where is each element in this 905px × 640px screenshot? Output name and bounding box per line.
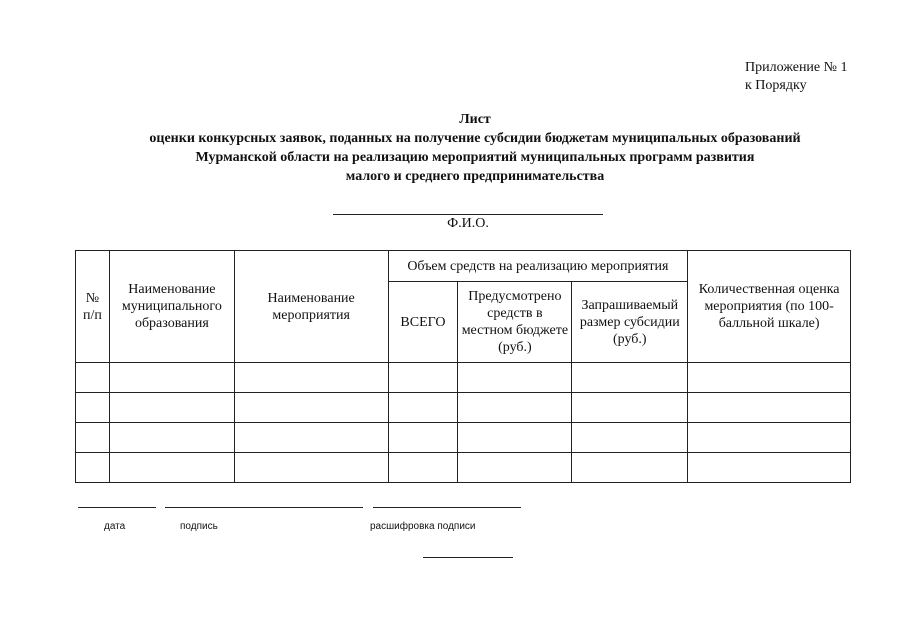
table-cell	[688, 363, 851, 393]
table-row	[76, 393, 851, 423]
header-local-budget: Предусмотрено средств в местном бюджете (руб.)	[458, 282, 572, 363]
table-cell	[572, 363, 688, 393]
table-cell	[388, 453, 458, 483]
table-cell	[388, 393, 458, 423]
bottom-underline	[423, 557, 513, 558]
table-cell	[234, 453, 388, 483]
table-cell	[234, 393, 388, 423]
date-label: дата	[104, 521, 126, 532]
header-score: Количественная оценка мероприятия (по 100-балльной шкале)	[688, 251, 851, 363]
title-line-2: оценки конкурсных заявок, поданных на получение субсидии бюджетам муниципальных образований	[149, 131, 801, 146]
title-line-3: Мурманской области на реализацию мероприятий муниципальных программ развития	[195, 150, 755, 165]
table-cell	[458, 393, 572, 423]
header-number: № п/п	[76, 251, 110, 363]
table-cell	[109, 363, 234, 393]
table-cell	[688, 453, 851, 483]
table-cell	[76, 363, 110, 393]
table-cell	[688, 423, 851, 453]
appendix-note	[745, 59, 848, 95]
header-total: ВСЕГО	[388, 282, 458, 363]
title-line-1: Лист	[459, 112, 491, 127]
table-cell	[76, 393, 110, 423]
table-cell	[234, 423, 388, 453]
header-funds-group: Объем средств на реализацию мероприятия	[388, 251, 688, 282]
header-event: Наименование мероприятия	[234, 251, 388, 363]
table-cell	[572, 393, 688, 423]
table-cell	[109, 423, 234, 453]
appendix-reference: к Порядку	[745, 78, 807, 93]
table-cell	[458, 363, 572, 393]
signature-decode-label: расшифровка подписи	[370, 521, 476, 532]
title-line-4: малого и среднего предпринимательства	[345, 169, 605, 184]
fio-label: Ф.И.О.	[447, 216, 489, 231]
table-cell	[76, 423, 110, 453]
evaluation-table	[75, 250, 851, 483]
table-cell	[388, 423, 458, 453]
table-body	[76, 363, 851, 483]
table-cell	[572, 423, 688, 453]
table-cell	[688, 393, 851, 423]
decode-line	[373, 507, 521, 508]
header-requested: Запрашиваемый размер субсидии (руб.)	[572, 282, 688, 363]
table-row	[76, 423, 851, 453]
table-cell	[76, 453, 110, 483]
signature-line	[165, 507, 363, 508]
table-cell	[458, 453, 572, 483]
table-cell	[458, 423, 572, 453]
document-title	[60, 110, 890, 186]
table-cell	[109, 453, 234, 483]
table-row	[76, 363, 851, 393]
table-cell	[388, 363, 458, 393]
table-cell	[234, 363, 388, 393]
appendix-number: Приложение № 1	[745, 60, 848, 75]
table-cell	[109, 393, 234, 423]
table-row	[76, 453, 851, 483]
signature-label: подпись	[180, 521, 218, 532]
date-line	[78, 507, 156, 508]
header-municipality: Наименование муниципального образования	[109, 251, 234, 363]
fio-underline	[333, 214, 603, 215]
table-header-row-1	[76, 251, 851, 282]
table-cell	[572, 453, 688, 483]
